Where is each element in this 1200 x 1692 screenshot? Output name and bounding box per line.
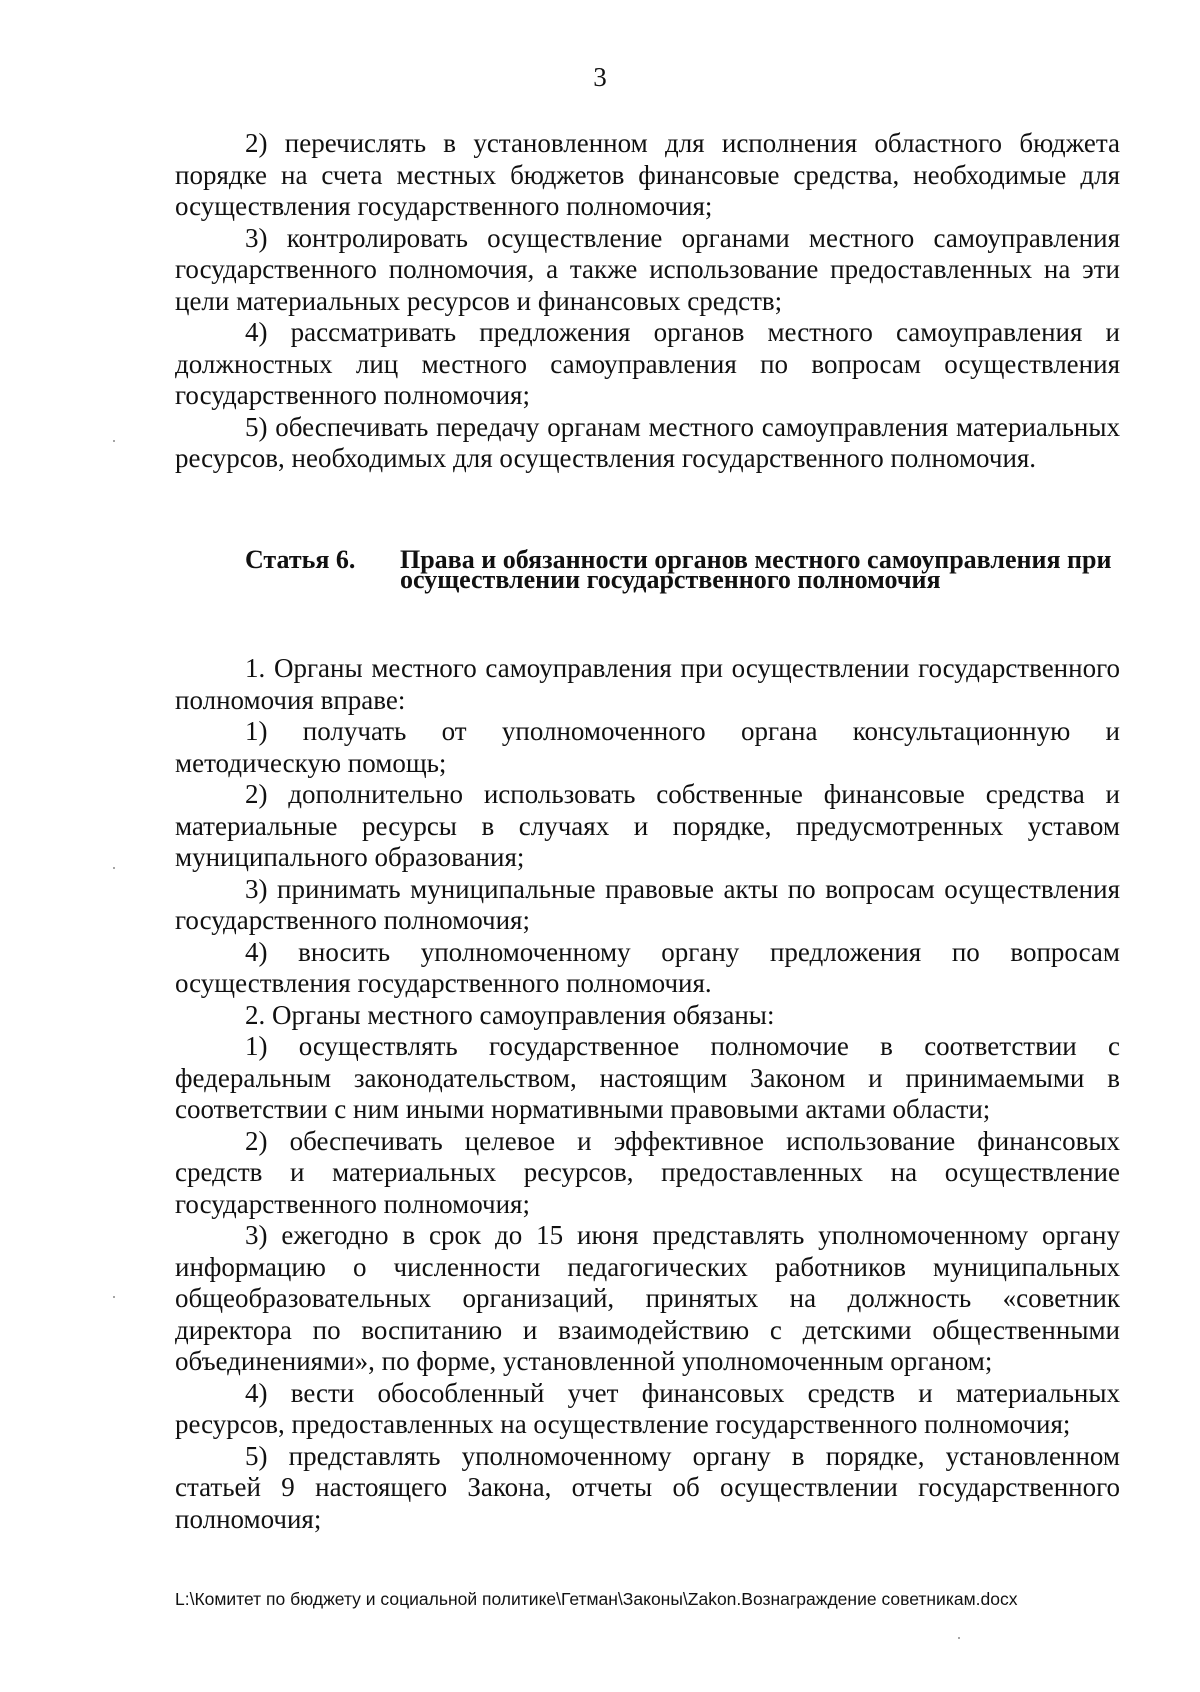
list-item: 4) вносить уполномоченному органу предложения по вопросам осуществления государственного полномочия.	[175, 936, 1120, 998]
list-item: 2. Органы местного самоуправления обязаны:	[245, 999, 775, 1030]
article-items-list	[175, 653, 1120, 1535]
list-item: 3) контролировать осуществление органами местного самоуправления государственного полномочия, а также использование предоставленных на эти цели материальных ресурсов и финансовых средств;	[175, 222, 1120, 316]
list-item: 1. Органы местного самоуправления при осуществлении государственного полномочия вправе:	[175, 653, 1120, 715]
list-item: 1) осуществлять государственное полномочие в соответствии с федеральным законодательством, настоящим Законом и принимаемыми в соответствии с ним иными нормативными правовыми актами области;	[175, 1031, 1120, 1124]
list-item: 4) вести обособленный учет финансовых средств и материальных ресурсов, предоставленных на осуществление государственного полномочия;	[175, 1377, 1120, 1439]
list-item: 1) получать от уполномоченного органа консультационную и методическую помощь;	[175, 716, 1120, 778]
footer-file-path: L:\Комитет по бюджету и социальной политике\Гетман\Законы\Zakon.Вознаграждение советникам.docx	[175, 1589, 1018, 1609]
scan-speck	[113, 867, 115, 869]
scan-speck	[113, 1296, 115, 1298]
list-item: 4) рассматривать предложения органов местного самоуправления и должностных лиц местного самоуправления по вопросам осуществления государственного полномочия;	[175, 317, 1120, 410]
article-number: Статья 6.	[245, 545, 356, 574]
list-item: 2) перечислять в установленном для исполнения областного бюджета порядке на счета местных бюджетов финансовые средства, необходимые для осуществления государственного полномочия;	[175, 128, 1120, 221]
list-item: 5) представлять уполномоченному органу в порядке, установленном статьей 9 настоящего Закона, отчеты об осуществлении государственного полномочия;	[175, 1440, 1120, 1534]
top-items-list	[175, 128, 1120, 475]
scan-speck	[958, 1637, 960, 1639]
article-title: Права и обязанности органов местного самоуправления при осуществлении государственного полномочия	[400, 545, 1112, 594]
list-item: 3) принимать муниципальные правовые акты по вопросам осуществления государственного полномочия;	[175, 873, 1120, 935]
page-number: 3	[593, 62, 607, 92]
list-item: 3) ежегодно в срок до 15 июня представлять уполномоченному органу информацию о численности педагогических работников муниципальных общеобразовательных организаций, принятых на должность «советник директора по воспитанию и взаимодействию с детскими общественными объединениями», по форме, установленной уполномоченным органом;	[175, 1220, 1120, 1376]
list-item: 2) дополнительно использовать собственные финансовые средства и материальные ресурсы в случаях и порядке, предусмотренных уставом муниципального образования;	[175, 779, 1120, 872]
scan-speck	[113, 440, 115, 442]
list-item: 5) обеспечивать передачу органам местного самоуправления материальных ресурсов, необходимых для осуществления государственного полномочия.	[175, 411, 1120, 473]
list-item: 2) обеспечивать целевое и эффективное использование финансовых средств и материальных ресурсов, предоставленных на осуществление государственного полномочия;	[175, 1125, 1120, 1219]
